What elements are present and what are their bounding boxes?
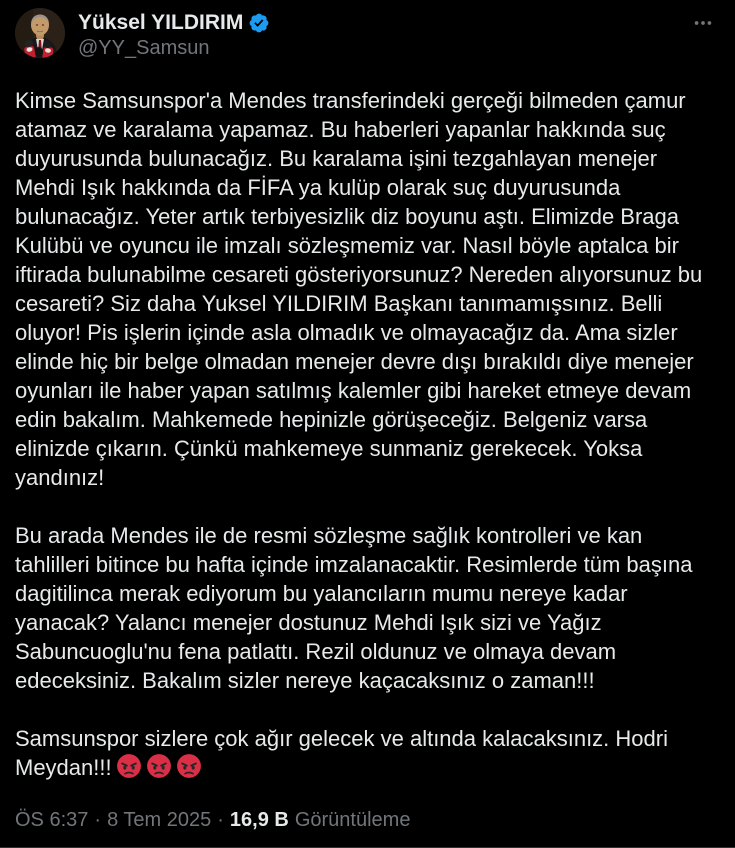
tweet-text: Bu arada Mendes ile de resmi sözleşme sağlık kontrolleri ve kan tahlilleri bitince bu hafta içinde imzalanacaktir. Resimlerde tüm başına dagitilinca merak ediyorum bu yalancıların mumu nereye kadar yanacak? Yalancı menejer dostunuz Mehdi Işık sizi ve Yağız Sabuncuoglu'nu fena patlattı. Rezil oldunuz ve olmaya devam edeceksiniz. Bakalım sizler nereye kaçacaksınız o zaman!!! xyxy=(15,523,693,693)
tweet-footer xyxy=(15,808,720,833)
verified-badge-icon xyxy=(248,12,270,34)
dot-separator: · xyxy=(94,809,102,831)
tweet-body xyxy=(15,86,720,782)
tweet-header xyxy=(15,8,720,60)
views-label: Görüntüleme xyxy=(294,809,411,831)
tweet-text: Kimse Samsunspor'a Mendes transferindeki gerçeği bilmeden çamur atamaz ve karalama yapamaz. Bu haberleri yapanlar hakkında suç duyurusunda bulunacağız. Bu karalama işini tezgahlayan menejer Mehdi Işık hakkında da FİFA ya kulüp olarak suç duyurusunda bulunacağız. Yeter artık terbiyesizlik diz boyunu aştı. Elimizde Braga Kulübü ve oyuncu ile imzalı sözleşmemiz var. Nasıl böyle aptalca bir iftirada bulunabilme cesareti gösteriyorsunuz? Nereden alıyorsunuz bu cesareti? Siz daha Yuksel YILDIRIM Başkanı tanımamışsınız. Belli oluyor! Pis işlerin içinde asla olmadık ve olmayacağız da. Ama sizler elinde hiç bir belge olmadan menejer devre dışı bırakıldı diye menejer oyunları ile haber yapan satılmış kalemler gibi hareket etmeye devam edin bakalım. Mahkemede hepinizle görüşeceğiz. Belgeniz varsa elinizde çıkarın. Çünkü mahkemeye sunmaniz gerekecek. Yoksa yandınız! xyxy=(15,88,703,490)
more-options-dots-icon xyxy=(692,12,714,34)
author-block xyxy=(78,8,686,60)
tweet-paragraph xyxy=(15,724,720,782)
dot-separator: · xyxy=(217,809,224,831)
enraged-face-emoji xyxy=(176,753,202,779)
user-handle[interactable]: @YY_Samsun xyxy=(78,37,210,59)
enraged-face-emoji xyxy=(146,753,172,779)
avatar-image xyxy=(15,8,65,58)
tweet-text: Samsunspor sizlere çok ağır gelecek ve altında kalacaksınız. Hodri Meydan!!! xyxy=(15,726,668,780)
timestamp-date[interactable]: 8 Tem 2025 xyxy=(107,809,212,831)
tweet-paragraph xyxy=(15,86,720,492)
avatar[interactable] xyxy=(15,8,65,58)
enraged-face-emoji xyxy=(116,753,142,779)
more-options-button[interactable] xyxy=(686,6,720,40)
tweet-paragraph xyxy=(15,521,720,695)
timestamp-time[interactable]: ÖS 6:37 xyxy=(15,809,89,831)
display-name[interactable]: Yüksel YILDIRIM xyxy=(78,11,244,34)
views-count: 16,9 B xyxy=(229,809,289,831)
